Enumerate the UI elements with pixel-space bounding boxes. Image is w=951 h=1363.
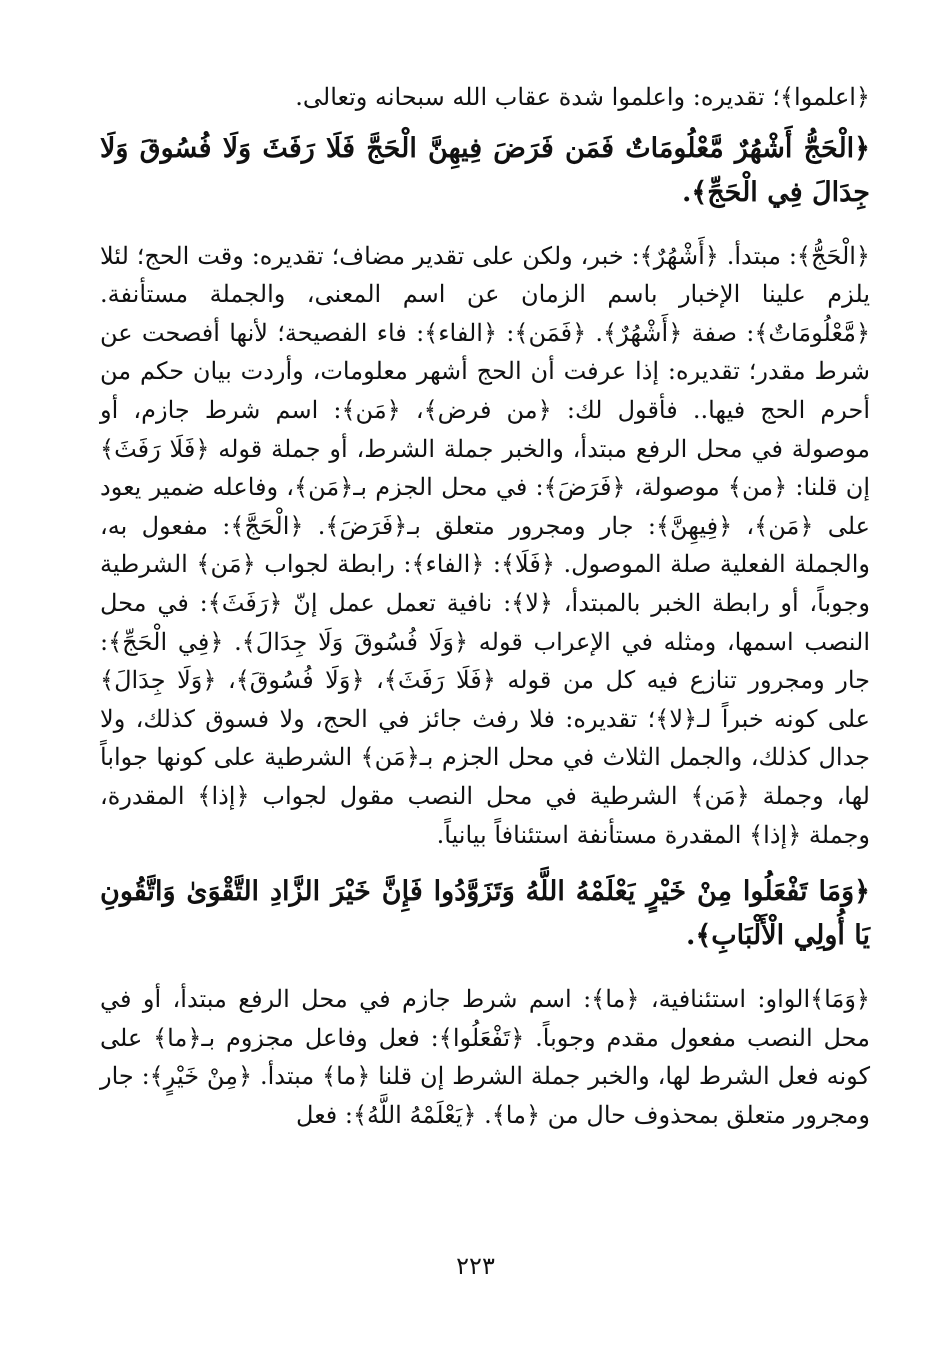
quran-verse-hajj: ﴿الْحَجُّ أَشْهُرٌ مَّعْلُومَاتٌ فَمَن فَرَضَ فِيهِنَّ الْحَجَّ فَلَا رَفَثَ وَلَا فُسُوقَ وَلَا جِدَالَ فِي الْحَجِّ﴾. bbox=[100, 132, 870, 208]
quran-verse-khair: ﴿وَمَا تَفْعَلُوا مِنْ خَيْرٍ يَعْلَمْهُ اللَّهُ وَتَزَوَّدُوا فَإِنَّ خَيْرَ الزَّادِ التَّقْوَىٰ وَاتَّقُونِ يَا أُولِي الْأَلْبَابِ﴾. bbox=[100, 876, 870, 952]
paragraph-irab-hajj: ﴿الْحَجُّ﴾: مبتدأ. ﴿أَشْهُرٌ﴾: خبر، ولكن على تقدير مضاف؛ تقديره: وقت الحج؛ لئلا يلزم علينا الإخبار باسم الزمان عن اسم المعنى، والجملة مستأنفة. ﴿مَّعْلُومَاتٌ﴾: صفة ﴿أَشْهُرٌ﴾. ﴿فَمَن﴾: ﴿الفاء﴾: فاء الفصيحة؛ لأنها أفصحت عن شرط مقدر؛ تقديره: إذا عرفت أن الحج أشهر معلومات، وأردت بيان حكم من أحرم الحج فيها.. فأقول لك: ﴿من فرض﴾، ﴿مَن﴾: اسم شرط جازم، أو موصولة في محل الرفع مبتدأ، والخبر جملة الشرط، أو جملة قوله ﴿فَلَا رَفَثَ﴾ إن قلنا: ﴿من﴾ موصولة، ﴿فَرَضَ﴾: في محل الجزم بـ﴿مَن﴾، وفاعله ضمير يعود على ﴿مَن﴾، ﴿فِيهِنَّ﴾: جار ومجرور متعلق بـ﴿فَرَضَ﴾. ﴿الْحَجَّ﴾: مفعول به، والجملة الفعلية صلة الموصول. ﴿فَلَا﴾: ﴿الفاء﴾: رابطة لجواب ﴿مَن﴾ الشرطية وجوباً، أو رابطة الخبر بالمبتدأ، ﴿لا﴾: نافية تعمل عمل إنّ ﴿رَفَثَ﴾: في محل النصب اسمها، ومثله في الإعراب قوله ﴿وَلَا فُسُوقَ وَلَا جِدَالَ﴾. ﴿فِي الْحَجِّ﴾: جار ومجرور تنازع فيه كل من قوله ﴿فَلَا رَفَثَ﴾، ﴿وَلَا فُسُوقَ﴾، ﴿وَلَا جِدَالَ﴾ على كونه خبراً لـ﴿لا﴾؛ تقديره: فلا رفث جائز في الحج، ولا فسوق كذلك، ولا جدال كذلك، والجمل الثلاث في محل الجزم بـ﴿مَن﴾ الشرطية على كونها جواباً لها، وجملة ﴿مَن﴾ الشرطية في محل النصب مقول لجواب ﴿إذا﴾ المقدرة، وجملة ﴿إذا﴾ المقدرة مستأنفة استئنافاً بيانياً. bbox=[100, 241, 870, 849]
page-body bbox=[100, 78, 870, 1338]
spacer bbox=[100, 215, 870, 237]
spacer bbox=[100, 117, 870, 127]
spacer bbox=[100, 854, 870, 870]
paragraph-irab-khair: ﴿وَمَا﴾الواو: استئنافية، ﴿ما﴾: اسم شرط جازم في محل الرفع مبتدأ، أو في محل النصب مفعول مقدم وجوباً. ﴿تَفْعَلُوا﴾: فعل وفاعل مجزوم بـ﴿ما﴾ على كونه فعل الشرط لها، والخبر جملة الشرط إن قلنا ﴿ما﴾ مبتدأ. ﴿مِنْ خَيْرٍ﴾: جار ومجرور متعلق بمحذوف حال من ﴿ما﴾. ﴿يَعْلَمْهُ اللَّهُ﴾: فعل bbox=[100, 985, 870, 1129]
spacer bbox=[100, 958, 870, 980]
paragraph-alamu: ﴿اعلموا﴾؛ تقديره: واعلموا شدة عقاب الله سبحانه وتعالى. bbox=[295, 83, 870, 111]
page-number: ٢٢٣ bbox=[456, 1252, 495, 1280]
